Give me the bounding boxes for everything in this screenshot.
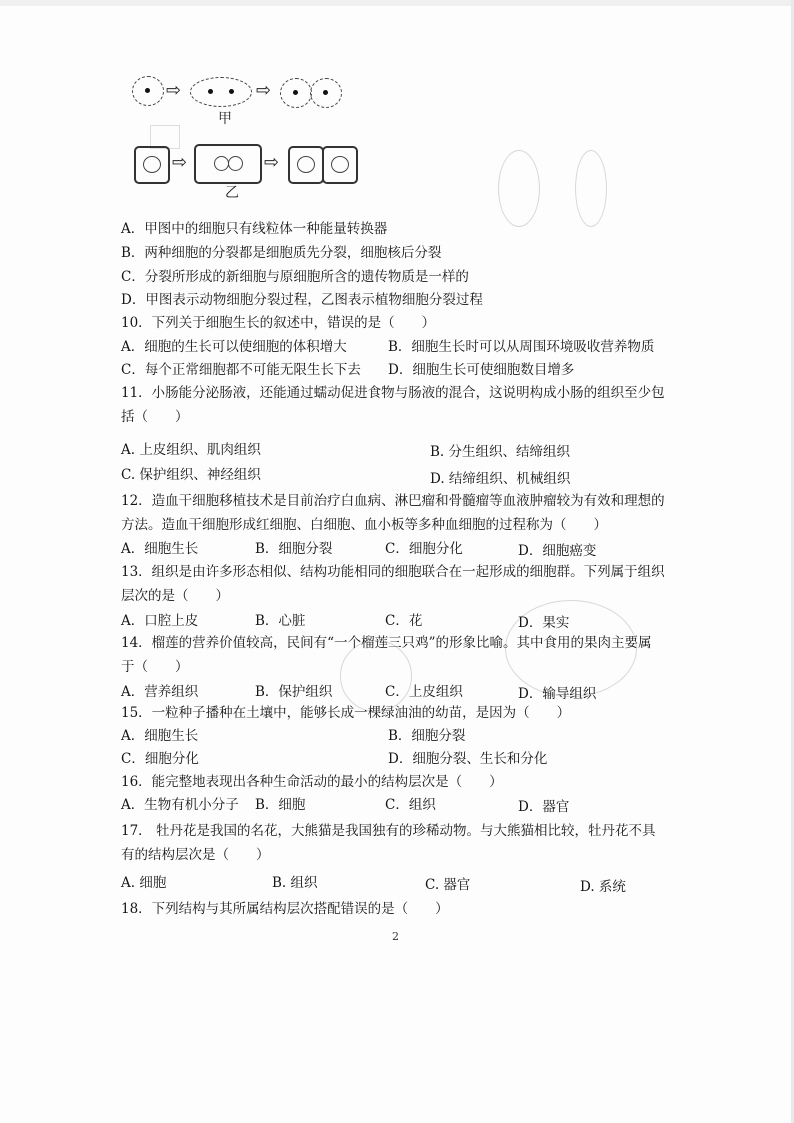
scan-top-shadow — [0, 0, 794, 6]
q12-stem-line2: 方法。造血干细胞形成红细胞、白细胞、血小板等多种血细胞的过程称为（ ） — [121, 517, 607, 533]
page-number: 2 — [392, 930, 399, 943]
q16-option-b: B．细胞 — [255, 797, 306, 813]
q15-stem: 15．一粒种子播种在土壤中，能够长成一棵绿油油的幼苗，是因为（ ） — [121, 705, 571, 721]
q18-stem: 18．下列结构与其所属结构层次搭配错误的是（ ） — [121, 901, 449, 917]
q13-option-b: B．心脏 — [255, 613, 306, 629]
nucleus — [229, 89, 234, 94]
q14-stem-line2: 于（ ） — [121, 659, 189, 675]
q10-option-b: B．细胞生长时可以从周围环境吸收营养物质 — [388, 339, 655, 355]
q16-stem: 16．能完整地表现出各种生命活动的最小的结构层次是（ ） — [121, 774, 503, 790]
q16-option-d: D．器官 — [518, 799, 570, 815]
q13-option-d: D．果实 — [518, 615, 570, 631]
q16-option-c: C．组织 — [385, 797, 436, 813]
arrow-icon: ⇨ — [166, 80, 182, 101]
q12-option-a: A．细胞生长 — [121, 541, 199, 557]
plant-nucleus — [228, 156, 243, 171]
q11-option-b: B. 分生组织、结缔组织 — [430, 444, 571, 460]
q13-stem-line1: 13．组织是由许多形态相似、结构功能相同的细胞联合在一起形成的细胞群。下列属于组织 — [121, 564, 665, 580]
q17-option-c: C. 器官 — [425, 877, 471, 893]
q14-option-a: A．营养组织 — [121, 684, 199, 700]
q17-option-b: B. 组织 — [272, 875, 318, 891]
plant-cell-2 — [194, 144, 262, 184]
arrow-icon: ⇨ — [256, 80, 272, 101]
q11-stem-line2: 括（ ） — [121, 409, 189, 425]
bleed-through-cell — [575, 150, 607, 227]
q17-stem-line2: 有的结构层次是（ ） — [121, 847, 270, 863]
q15-option-d: D．细胞分裂、生长和分化 — [388, 751, 548, 767]
q9-option-c: C．分裂所形成的新细胞与原细胞所含的遗传物质是一样的 — [121, 269, 469, 285]
q10-stem: 10．下列关于细胞生长的叙述中，错误的是（ ） — [121, 315, 436, 331]
q9-option-d: D．甲图表示动物细胞分裂过程，乙图表示植物细胞分裂过程 — [121, 292, 483, 308]
q14-option-d: D．输导组织 — [518, 686, 597, 702]
q9-option-b: B．两种细胞的分裂都是细胞质先分裂，细胞核后分裂 — [121, 245, 442, 261]
q11-option-a: A. 上皮组织、肌肉组织 — [121, 442, 261, 458]
nucleus — [145, 88, 150, 93]
figure-label-yi: 乙 — [225, 185, 239, 201]
nucleus — [208, 89, 213, 94]
q17-option-d: D. 系统 — [580, 879, 626, 895]
plant-nucleus — [331, 156, 349, 173]
q11-option-c: C. 保护组织、神经组织 — [121, 467, 261, 483]
q12-option-d: D．细胞癌变 — [518, 543, 597, 559]
q14-option-c: C．上皮组织 — [385, 684, 463, 700]
plant-cell-1 — [134, 146, 170, 184]
plant-cell-3b — [322, 146, 358, 184]
nucleus — [323, 90, 328, 95]
q12-stem-line1: 12．造血干细胞移植技术是目前治疗白血病、淋巴瘤和骨髓瘤等血液肿瘤较为有效和理想的 — [121, 493, 665, 509]
q10-option-c: C．每个正常细胞都不可能无限生长下去 — [121, 362, 361, 378]
q11-stem-line1: 11．小肠能分泌肠液，还能通过蠕动促进食物与肠液的混合，这说明构成小肠的组织至少包 — [121, 385, 665, 401]
q17-stem-line1: 17． 牡丹花是我国的名花，大熊猫是我国独有的珍稀动物。与大熊猫相比较，牡丹花不具 — [121, 823, 656, 839]
cell-division-figure — [130, 74, 380, 199]
plant-nucleus — [143, 156, 161, 173]
q13-stem-line2: 层次的是（ ） — [121, 588, 229, 604]
q13-option-c: C．花 — [385, 613, 423, 629]
q15-option-c: C．细胞分化 — [121, 751, 199, 767]
q17-option-a: A. 细胞 — [121, 875, 167, 891]
nucleus — [293, 90, 298, 95]
animal-cell-3a — [280, 78, 312, 108]
q16-option-a: A．生物有机小分子 — [121, 797, 239, 813]
arrow-icon: ⇨ — [172, 152, 188, 173]
plant-nucleus — [297, 156, 315, 173]
animal-cell-1 — [132, 76, 164, 106]
q14-stem-line1: 14．榴莲的营养价值较高，民间有“一个榴莲三只鸡”的形象比喻。其中食用的果肉主要属 — [121, 635, 652, 651]
figure-label-jia: 甲 — [218, 111, 232, 127]
q15-option-a: A．细胞生长 — [121, 728, 199, 744]
q14-option-b: B．保护组织 — [255, 684, 333, 700]
q10-option-d: D．细胞生长可使细胞数目增多 — [388, 362, 575, 378]
animal-cell-2 — [190, 77, 252, 107]
plant-cell-3a — [288, 146, 324, 184]
q9-option-a: A．甲图中的细胞只有线粒体一种能量转换器 — [121, 221, 388, 237]
q13-option-a: A．口腔上皮 — [121, 613, 199, 629]
q12-option-b: B．细胞分裂 — [255, 541, 333, 557]
q12-option-c: C．细胞分化 — [385, 541, 463, 557]
q15-option-b: B．细胞分裂 — [388, 728, 466, 744]
q10-option-a: A．细胞的生长可以使细胞的体积增大 — [121, 339, 347, 355]
animal-cell-3b — [310, 78, 342, 108]
plant-nucleus — [214, 156, 229, 171]
q11-option-d: D. 结缔组织、机械组织 — [430, 471, 571, 487]
arrow-icon: ⇨ — [264, 152, 280, 173]
bleed-through-cell — [498, 150, 540, 227]
